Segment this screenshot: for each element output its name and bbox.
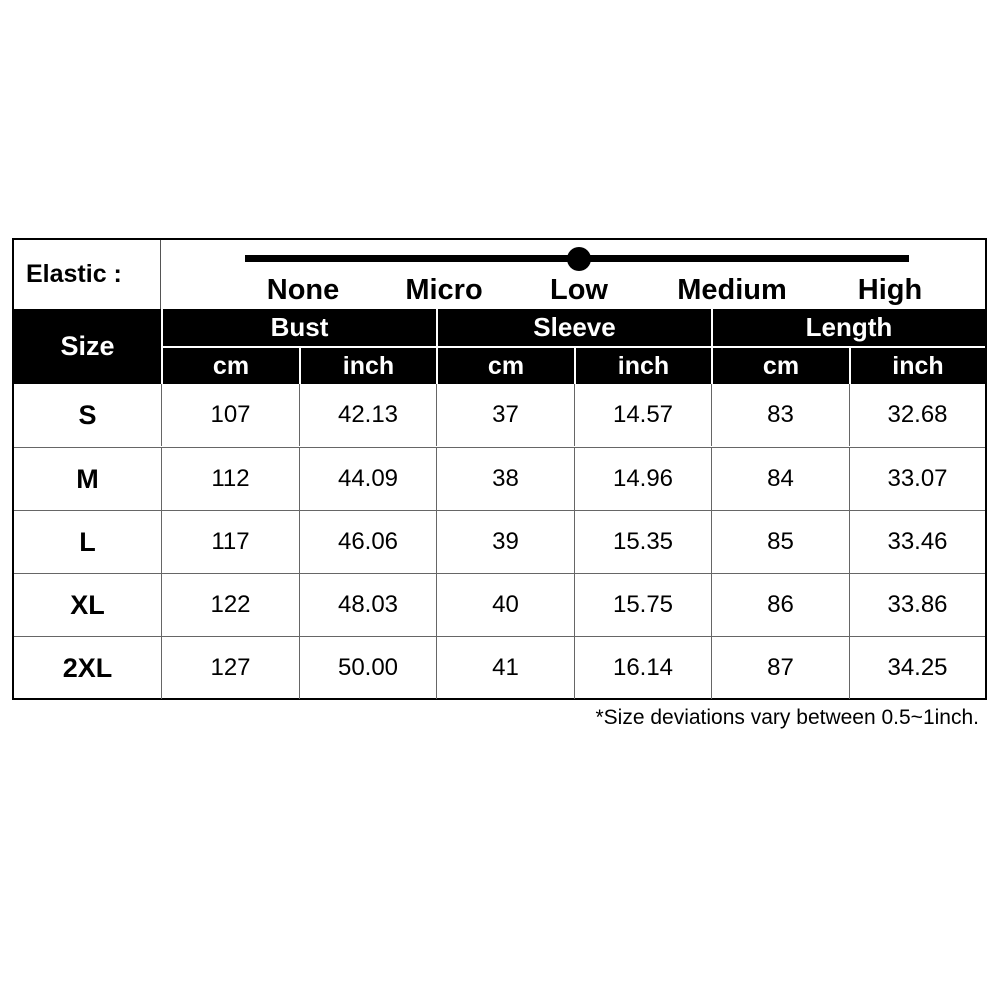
measurement-cell: 84 <box>711 448 849 510</box>
size-cell: 2XL <box>62 652 113 683</box>
measurement-cell: 127 <box>161 637 299 699</box>
measurement-cell: 85 <box>711 511 849 573</box>
measurement-cell: 38 <box>436 448 574 510</box>
measurement-cell: 33.46 <box>849 511 985 573</box>
measurement-cell: 33.86 <box>849 574 985 636</box>
size-cell: XL <box>70 589 105 620</box>
measurement-cell: 86 <box>711 574 849 636</box>
measurement-cell: 122 <box>161 574 299 636</box>
size-cell: M <box>76 463 99 494</box>
unit-header: cm <box>436 346 574 384</box>
size-chart <box>12 238 987 700</box>
table-row <box>14 636 985 699</box>
measurement-cell: 32.68 <box>849 384 985 446</box>
measurement-cell: 42.13 <box>299 384 436 446</box>
elastic-level-none: None <box>266 274 340 306</box>
size-cell: S <box>78 399 97 430</box>
size-column-header: Size <box>60 331 115 361</box>
elastic-label: Elastic : <box>14 240 161 309</box>
measurement-cell: 33.07 <box>849 448 985 510</box>
measurement-cell: 39 <box>436 511 574 573</box>
table-row <box>14 384 985 447</box>
measurement-cell: 48.03 <box>299 574 436 636</box>
measurement-cell: 37 <box>436 384 574 446</box>
unit-header: inch <box>299 346 436 384</box>
measurement-cell: 41 <box>436 637 574 699</box>
elastic-scale <box>161 240 985 309</box>
elastic-row <box>14 240 985 309</box>
measurement-cell: 50.00 <box>299 637 436 699</box>
measurement-cell: 15.75 <box>574 574 711 636</box>
table-row <box>14 510 985 573</box>
table-row <box>14 447 985 510</box>
measurement-cell: 14.57 <box>574 384 711 446</box>
table-row <box>14 573 985 636</box>
sleeve-header: Sleeve <box>436 309 711 346</box>
bust-header: Bust <box>161 309 436 346</box>
elastic-indicator-dot <box>567 247 591 271</box>
measurement-cell: 112 <box>161 448 299 510</box>
measurement-cell: 16.14 <box>574 637 711 699</box>
table-header <box>14 309 985 384</box>
elastic-level-medium: Medium <box>677 274 787 306</box>
elastic-level-micro: Micro <box>405 274 483 306</box>
size-deviation-note: *Size deviations vary between 0.5~1inch. <box>595 706 979 729</box>
unit-header: inch <box>574 346 711 384</box>
measurement-cell: 14.96 <box>574 448 711 510</box>
elastic-level-low: Low <box>550 274 608 306</box>
measurement-cell: 34.25 <box>849 637 985 699</box>
size-cell: L <box>79 526 96 557</box>
unit-header: cm <box>711 346 849 384</box>
measurement-cell: 15.35 <box>574 511 711 573</box>
measurement-cell: 87 <box>711 637 849 699</box>
measurement-cell: 107 <box>161 384 299 446</box>
measurement-cell: 40 <box>436 574 574 636</box>
elastic-level-high: High <box>857 274 923 306</box>
measurement-cell: 83 <box>711 384 849 446</box>
unit-header: inch <box>849 346 985 384</box>
measurement-cell: 44.09 <box>299 448 436 510</box>
measurement-cell: 117 <box>161 511 299 573</box>
length-header: Length <box>711 309 985 346</box>
unit-header: cm <box>161 346 299 384</box>
measurement-cell: 46.06 <box>299 511 436 573</box>
